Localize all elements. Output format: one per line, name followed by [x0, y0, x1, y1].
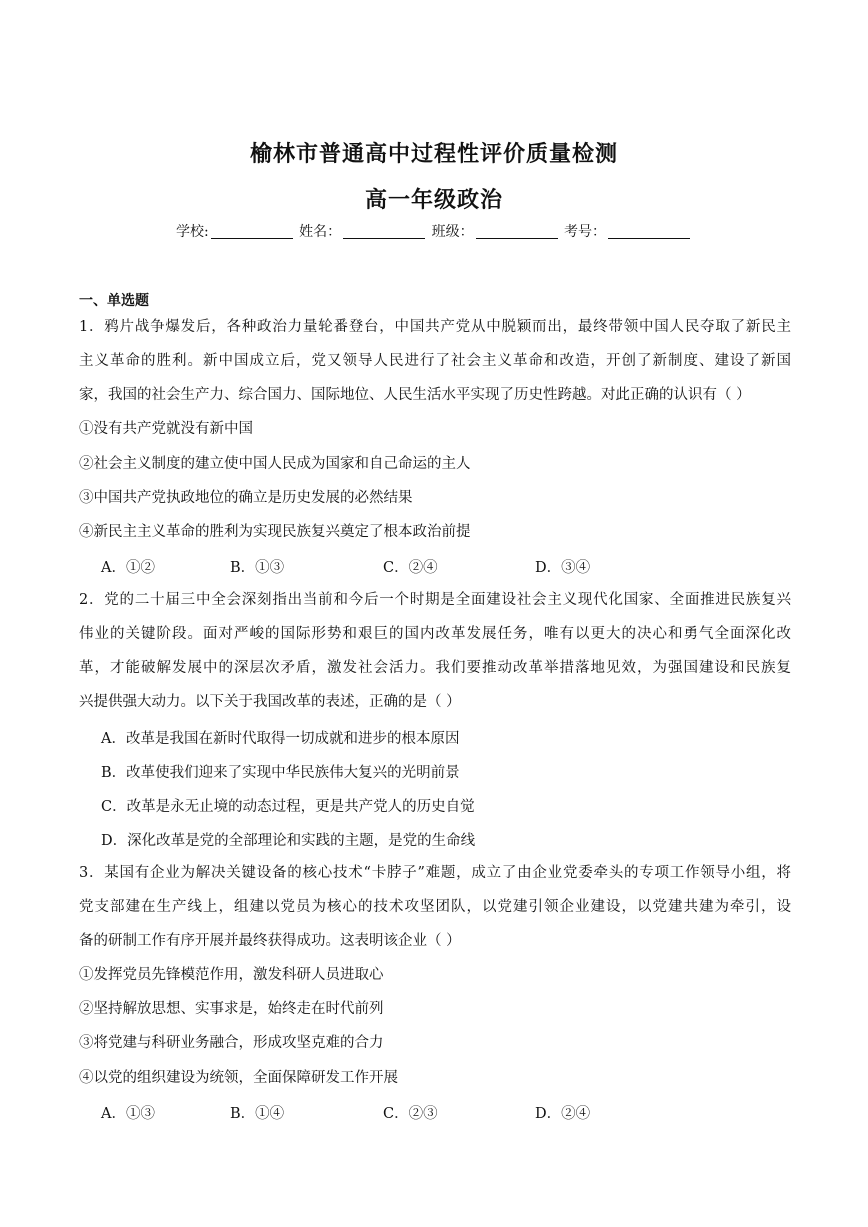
- q1-statement: ④新民主主义革命的胜利为实现民族复兴奠定了根本政治前提: [79, 524, 471, 540]
- q1-stem-line: 主义革命的胜利。新中国成立后，党又领导人民进行了社会主义革命和改造，开创了新制度、建设了新国: [79, 353, 791, 369]
- q1-statement: ①没有共产党就没有新中国: [79, 421, 253, 437]
- class-blank[interactable]: [476, 224, 558, 239]
- q1-statement: ②社会主义制度的建立使中国人民成为国家和自己命运的主人: [79, 456, 471, 472]
- q1-option-d[interactable]: D．③④: [535, 560, 591, 576]
- number-label: 考号：: [564, 224, 607, 240]
- q3-option-d[interactable]: D．②④: [535, 1106, 591, 1122]
- q3-option-b[interactable]: B．①④: [230, 1106, 285, 1122]
- q1-stem-line: 1．鸦片战争爆发后，各种政治力量轮番登台，中国共产党从中脱颖而出，最终带领中国人民夺取了新民主: [79, 319, 791, 335]
- number-blank[interactable]: [608, 224, 690, 239]
- q2-stem-line: 2．党的二十届三中全会深刻指出当前和今后一个时期是全面建设社会主义现代化国家、全面推进民族复兴: [79, 592, 791, 608]
- q1-option-c[interactable]: C．②④: [383, 560, 438, 576]
- q3-stem-line: 3．某国有企业为解决关键设备的核心技术“卡脖子”难题，成立了由企业党委牵头的专项工作领导小组，将: [79, 865, 791, 881]
- q3-stem-line: 备的研制工作有序开展并最终获得成功。这表明该企业（ ）: [79, 933, 461, 949]
- q3-statement: ④以党的组织建设为统领，全面保障研发工作开展: [79, 1070, 398, 1086]
- q2-option-c[interactable]: C．改革是永无止境的动态过程，更是共产党人的历史自觉: [101, 799, 475, 815]
- q2-option-b[interactable]: B．改革使我们迎来了实现中华民族伟大复兴的光明前景: [101, 765, 460, 781]
- exam-title: 榆林市普通高中过程性评价质量检测: [249, 141, 618, 167]
- school-blank[interactable]: [211, 224, 293, 239]
- q3-option-c[interactable]: C．②③: [383, 1106, 438, 1122]
- q2-option-a[interactable]: A．改革是我国在新时代取得一切成就和进步的根本原因: [101, 731, 460, 747]
- section-title: 一、单选题: [79, 293, 149, 309]
- student-info-row: [0, 221, 868, 241]
- q3-stem-line: 党支部建在生产线上，组建以党员为核心的技术攻坚团队，以党建引领企业建设，以党建共建为牵引，设: [79, 899, 791, 915]
- q1-statement: ③中国共产党执政地位的确立是历史发展的必然结果: [79, 490, 413, 506]
- q2-stem-line: 兴提供强大动力。以下关于我国改革的表述，正确的是（ ）: [79, 694, 461, 710]
- q1-option-b[interactable]: B．①③: [230, 560, 285, 576]
- q1-stem-line: 家，我国的社会生产力、综合国力、国际地位、人民生活水平实现了历史性跨越。对此正确的认识有（ ）: [79, 387, 751, 403]
- exam-subtitle: 高一年级政治: [364, 187, 503, 213]
- q2-stem-line: 伟业的关键阶段。面对严峻的国际形势和艰巨的国内改革发展任务，唯有以更大的决心和勇气全面深化改: [79, 626, 791, 642]
- q1-option-a[interactable]: A．①②: [101, 560, 155, 576]
- q3-statement: ②坚持解放思想、实事求是，始终走在时代前列: [79, 1001, 384, 1017]
- q2-stem-line: 革，才能破解发展中的深层次矛盾，激发社会活力。我们要推动改革举措落地见效，为强国建设和民族复: [79, 660, 791, 676]
- q2-option-d[interactable]: D．深化改革是党的全部理论和实践的主题，是党的生命线: [101, 833, 476, 849]
- q3-option-a[interactable]: A．①③: [101, 1106, 155, 1122]
- q3-statement: ③将党建与科研业务融合，形成攻坚克难的合力: [79, 1035, 384, 1051]
- name-label: 姓名：: [299, 224, 342, 240]
- q3-statement: ①发挥党员先锋模范作用，激发科研人员进取心: [79, 967, 384, 983]
- class-label: 班级：: [431, 224, 474, 240]
- name-blank[interactable]: [343, 224, 425, 239]
- school-label: 学校:: [175, 224, 209, 240]
